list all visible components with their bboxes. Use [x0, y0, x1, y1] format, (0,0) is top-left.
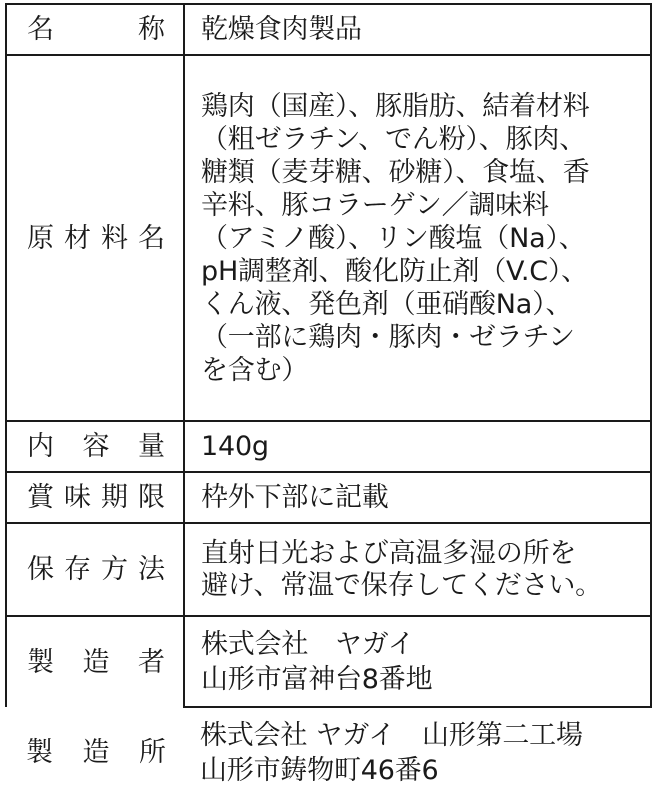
- key-char: 称: [138, 14, 165, 45]
- key-char: 料: [101, 222, 128, 254]
- value-ingredients: 鶏肉（国産）、豚脂肪、結着材料 （粗ゼラチン、でん粉）、豚肉、 糖類（麦芽糖、砂糖）、食塩、香 辛料、豚コラーゲン／調味料 （アミノ酸）、リン酸塩（Na）、 pH調整剤、酸化防止剤（V.C）、 くん液、発色剤（亜硝酸Na）、 （一部に鶏肉・豚肉・ゼラチン を含む）: [201, 90, 590, 386]
- key-char: 方: [101, 554, 128, 585]
- key-char: 製: [26, 736, 53, 768]
- key-char: 名: [138, 222, 165, 254]
- row-ingredients: [6, 55, 651, 421]
- key-label-factory: [6, 736, 184, 768]
- key-cell: [6, 523, 184, 616]
- food-label-table: [5, 3, 652, 797]
- key-cell: [6, 55, 184, 421]
- value-cell: [184, 55, 651, 421]
- key-char: 造: [82, 736, 110, 768]
- key-char: 限: [138, 482, 165, 513]
- value-cell: [184, 616, 651, 707]
- key-char: 造: [82, 646, 110, 678]
- key-cell: [6, 616, 184, 707]
- key-char: 賞: [27, 482, 54, 513]
- key-char: 材: [64, 222, 91, 254]
- key-cell: [6, 472, 184, 523]
- key-cell: [6, 4, 184, 55]
- value-storage: 直射日光および高温多湿の所を 避け、常温で保存してください。: [201, 537, 602, 601]
- key-label-product-name: [7, 16, 183, 43]
- value-cell: [184, 523, 651, 616]
- key-char: 内: [27, 431, 54, 462]
- value-factory: 株式会社 ヤガイ 山形第二工場 山形市鋳物町46番6: [200, 719, 583, 786]
- key-char: 原: [27, 222, 54, 254]
- key-label-net-content: [7, 433, 183, 460]
- value-best-before: 枠外下部に記載: [201, 482, 389, 513]
- key-label-best-before: [7, 484, 183, 511]
- row-best-before: [6, 472, 651, 523]
- key-char: 容: [82, 431, 110, 462]
- key-char: 製: [27, 646, 54, 678]
- key-char: 量: [138, 431, 165, 462]
- value-net-content: 140g: [201, 431, 269, 462]
- row-manufacturer: [6, 616, 651, 707]
- key-char: 法: [138, 554, 165, 585]
- value-cell: [184, 707, 651, 797]
- key-cell: [6, 707, 184, 797]
- key-char: 味: [64, 482, 91, 513]
- value-manufacturer: 株式会社 ヤガイ 山形市富神台8番地: [201, 628, 433, 695]
- value-product-name: 乾燥食肉製品: [201, 14, 362, 45]
- value-cell: [184, 4, 651, 55]
- row-factory: [6, 707, 651, 797]
- key-char: 保: [27, 554, 54, 585]
- value-cell: [184, 472, 651, 523]
- key-char: 名: [27, 14, 54, 45]
- key-char: 者: [138, 646, 165, 678]
- key-char: 所: [139, 736, 166, 768]
- row-product-name: [6, 4, 651, 55]
- key-char: 存: [64, 554, 91, 585]
- key-cell: [6, 421, 184, 472]
- row-net-content: [6, 421, 651, 472]
- key-label-manufacturer: [7, 646, 183, 678]
- key-label-storage: [7, 556, 183, 583]
- key-label-ingredients: [7, 222, 183, 254]
- value-cell: [184, 421, 651, 472]
- row-storage: [6, 523, 651, 616]
- key-char: 期: [101, 482, 128, 513]
